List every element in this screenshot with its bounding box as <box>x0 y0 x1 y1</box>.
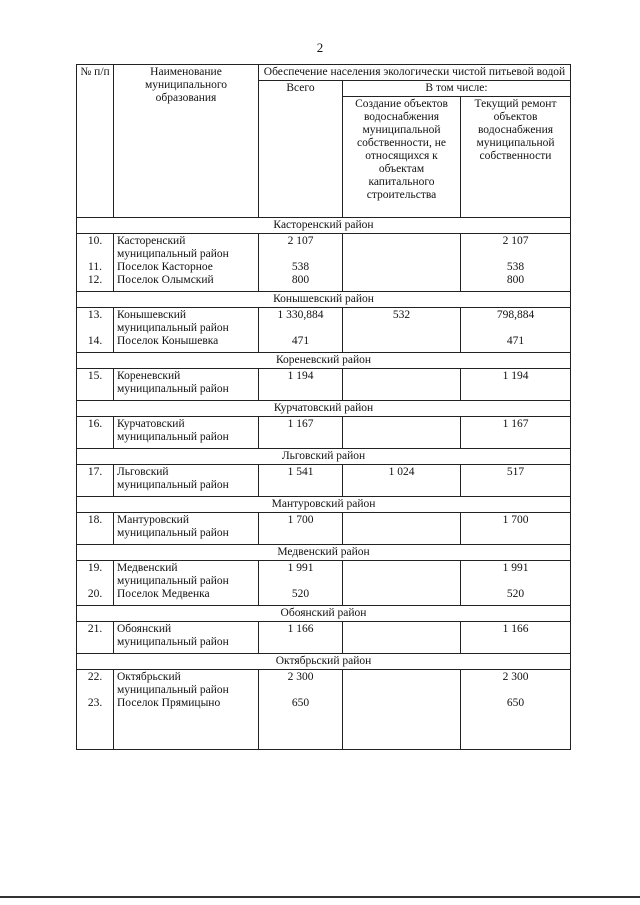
name-line: Кореневский <box>117 370 181 382</box>
total-amount-value: 1 541 <box>287 466 314 478</box>
total-amount <box>259 513 343 545</box>
create-amount <box>343 561 461 606</box>
total-amount-value: 1 167 <box>287 418 314 430</box>
repair-amount-value: 2 300 <box>502 671 529 683</box>
data-row-group <box>77 465 571 497</box>
row-number <box>77 465 114 497</box>
scan-edge-line <box>0 896 640 898</box>
header-create: Создание объектов водоснабжения муниципальной собственности, не относящихся к объектам капитального строительства <box>343 97 461 218</box>
total-amount-value: 800 <box>291 274 310 286</box>
row-number <box>77 561 114 606</box>
region-title: Медвенский район <box>77 545 571 561</box>
region-title: Кореневский район <box>77 353 571 369</box>
row-number-value: 21. <box>87 623 103 635</box>
repair-amount-value: 517 <box>506 466 525 478</box>
create-amount-value <box>346 418 457 431</box>
total-amount-value: 1 700 <box>287 514 314 526</box>
row-number-value: 14. <box>87 335 103 347</box>
total-amount <box>259 308 343 353</box>
row-number-value: 10. <box>87 235 103 247</box>
name-line: Льговский <box>117 466 169 478</box>
header-repair: Текущий ремонт объектов водоснабжения муниципальной собственности <box>461 97 571 218</box>
repair-amount <box>461 513 571 545</box>
data-row-group <box>77 622 571 654</box>
data-row-group <box>77 234 571 292</box>
create-amount <box>343 369 461 401</box>
region-title: Курчатовский район <box>77 401 571 417</box>
repair-amount-value: 2 107 <box>502 235 529 247</box>
repair-amount-value: 800 <box>506 274 525 286</box>
municipality-name <box>114 622 259 654</box>
header-including: В том числе: <box>343 81 571 97</box>
total-amount-value: 2 107 <box>287 235 314 247</box>
create-amount-value <box>346 370 457 383</box>
row-number-value: 22. <box>87 671 103 683</box>
region-row <box>77 449 571 465</box>
municipality-name <box>114 369 259 401</box>
region-row <box>77 353 571 369</box>
row-number-value: 12. <box>87 274 103 286</box>
repair-amount <box>461 670 571 750</box>
create-amount-value <box>346 588 457 601</box>
data-row-group <box>77 369 571 401</box>
data-row-group <box>77 417 571 449</box>
total-amount <box>259 561 343 606</box>
row-number <box>77 234 114 292</box>
data-row-group <box>77 513 571 545</box>
region-row <box>77 218 571 234</box>
total-amount-value: 650 <box>291 697 310 709</box>
row-number <box>77 622 114 654</box>
header-total: Всего <box>259 81 343 218</box>
total-amount <box>259 622 343 654</box>
total-amount-value: 520 <box>291 588 310 600</box>
region-row <box>77 292 571 308</box>
repair-amount-value: 471 <box>506 335 525 347</box>
header-group: Обеспечение населения экологически чистой питьевой водой <box>259 65 571 81</box>
create-amount <box>343 308 461 353</box>
region-title: Октябрьский район <box>77 654 571 670</box>
row-number-value: 23. <box>87 697 103 709</box>
name-line: Курчатовский <box>117 418 185 430</box>
row-number-value: 19. <box>87 562 103 574</box>
region-title: Льговский район <box>77 449 571 465</box>
name-line: Поселок Прямицыно <box>117 697 221 709</box>
name-line: муниципальный район <box>117 479 229 491</box>
row-number-value: 17. <box>87 466 103 478</box>
name-line: Поселок Медвенка <box>117 588 210 600</box>
table-body <box>77 218 571 750</box>
data-row-group <box>77 561 571 606</box>
total-amount-value: 1 194 <box>287 370 314 382</box>
create-amount <box>343 417 461 449</box>
municipality-name <box>114 513 259 545</box>
row-number <box>77 670 114 750</box>
row-number <box>77 513 114 545</box>
name-line: Октябрьский <box>117 671 181 683</box>
name-line: муниципальный район <box>117 322 229 334</box>
create-amount-value: 532 <box>392 309 411 321</box>
municipality-name <box>114 417 259 449</box>
data-row-group <box>77 670 571 750</box>
name-line: Поселок Касторное <box>117 261 213 273</box>
name-line: муниципальный район <box>117 248 229 260</box>
name-line: муниципальный район <box>117 527 229 539</box>
row-number-value: 13. <box>87 309 103 321</box>
name-line: муниципальный район <box>117 684 229 696</box>
repair-amount-value: 1 700 <box>502 514 529 526</box>
create-amount-value <box>346 235 457 248</box>
region-row <box>77 654 571 670</box>
total-amount <box>259 670 343 750</box>
repair-amount-value: 798,884 <box>496 309 535 321</box>
name-line: муниципальный район <box>117 575 229 587</box>
create-amount <box>343 622 461 654</box>
repair-amount <box>461 234 571 292</box>
create-amount-value <box>346 697 457 710</box>
create-amount-value <box>346 562 457 575</box>
municipality-name <box>114 465 259 497</box>
row-number <box>77 369 114 401</box>
name-line: муниципальный район <box>117 383 229 395</box>
repair-amount <box>461 622 571 654</box>
repair-amount-value: 1 167 <box>502 418 529 430</box>
name-line: Касторенский <box>117 235 186 247</box>
name-line: Поселок Олымский <box>117 274 214 286</box>
row-number <box>77 417 114 449</box>
region-row <box>77 606 571 622</box>
repair-amount <box>461 417 571 449</box>
create-amount-value: 1 024 <box>388 466 415 478</box>
page-number: 2 <box>316 40 324 55</box>
header-name: Наименование муниципального образования <box>114 65 259 218</box>
name-line: муниципальный район <box>117 431 229 443</box>
name-line: муниципальный район <box>117 636 229 648</box>
name-line: Поселок Конышевка <box>117 335 219 347</box>
total-amount-value: 1 991 <box>287 562 314 574</box>
repair-amount-value: 1 194 <box>502 370 529 382</box>
row-number-value: 11. <box>88 261 102 273</box>
row-number-value: 18. <box>87 514 103 526</box>
repair-amount <box>461 308 571 353</box>
create-amount-value <box>346 514 457 527</box>
total-amount <box>259 369 343 401</box>
create-amount-value <box>346 623 457 636</box>
name-line: Медвенский <box>117 562 178 574</box>
region-title: Конышевский район <box>77 292 571 308</box>
repair-amount-value: 1 991 <box>502 562 529 574</box>
total-amount <box>259 234 343 292</box>
repair-amount-value: 1 166 <box>502 623 529 635</box>
funding-table <box>76 64 571 750</box>
region-row <box>77 545 571 561</box>
header-num: № п/п <box>77 65 114 218</box>
total-amount-value: 471 <box>291 335 310 347</box>
total-amount-value: 1 330,884 <box>277 309 324 321</box>
create-amount <box>343 465 461 497</box>
total-amount <box>259 417 343 449</box>
data-row-group <box>77 308 571 353</box>
row-number-value: 16. <box>87 418 103 430</box>
name-line: Конышевский <box>117 309 187 321</box>
municipality-name <box>114 308 259 353</box>
region-row <box>77 497 571 513</box>
create-amount-value <box>346 261 457 274</box>
municipality-name <box>114 670 259 750</box>
repair-amount-value: 650 <box>506 697 525 709</box>
total-amount-value: 1 166 <box>287 623 314 635</box>
region-title: Касторенский район <box>77 218 571 234</box>
repair-amount <box>461 369 571 401</box>
total-amount <box>259 465 343 497</box>
name-line: Обоянский <box>117 623 172 635</box>
total-amount-value: 2 300 <box>287 671 314 683</box>
region-title: Обоянский район <box>77 606 571 622</box>
total-amount-value: 538 <box>291 261 310 273</box>
create-amount <box>343 670 461 750</box>
create-amount-value <box>346 274 457 287</box>
repair-amount <box>461 561 571 606</box>
municipality-name <box>114 234 259 292</box>
repair-amount-value: 538 <box>506 261 525 273</box>
table-header <box>77 65 571 218</box>
municipality-name <box>114 561 259 606</box>
row-number-value: 15. <box>87 370 103 382</box>
repair-amount-value: 520 <box>506 588 525 600</box>
name-line: Мантуровский <box>117 514 189 526</box>
row-number <box>77 308 114 353</box>
create-amount <box>343 234 461 292</box>
region-row <box>77 401 571 417</box>
create-amount <box>343 513 461 545</box>
create-amount-value <box>346 671 457 684</box>
row-number-value: 20. <box>87 588 103 600</box>
create-amount-value <box>346 335 457 348</box>
region-title: Мантуровский район <box>77 497 571 513</box>
repair-amount <box>461 465 571 497</box>
